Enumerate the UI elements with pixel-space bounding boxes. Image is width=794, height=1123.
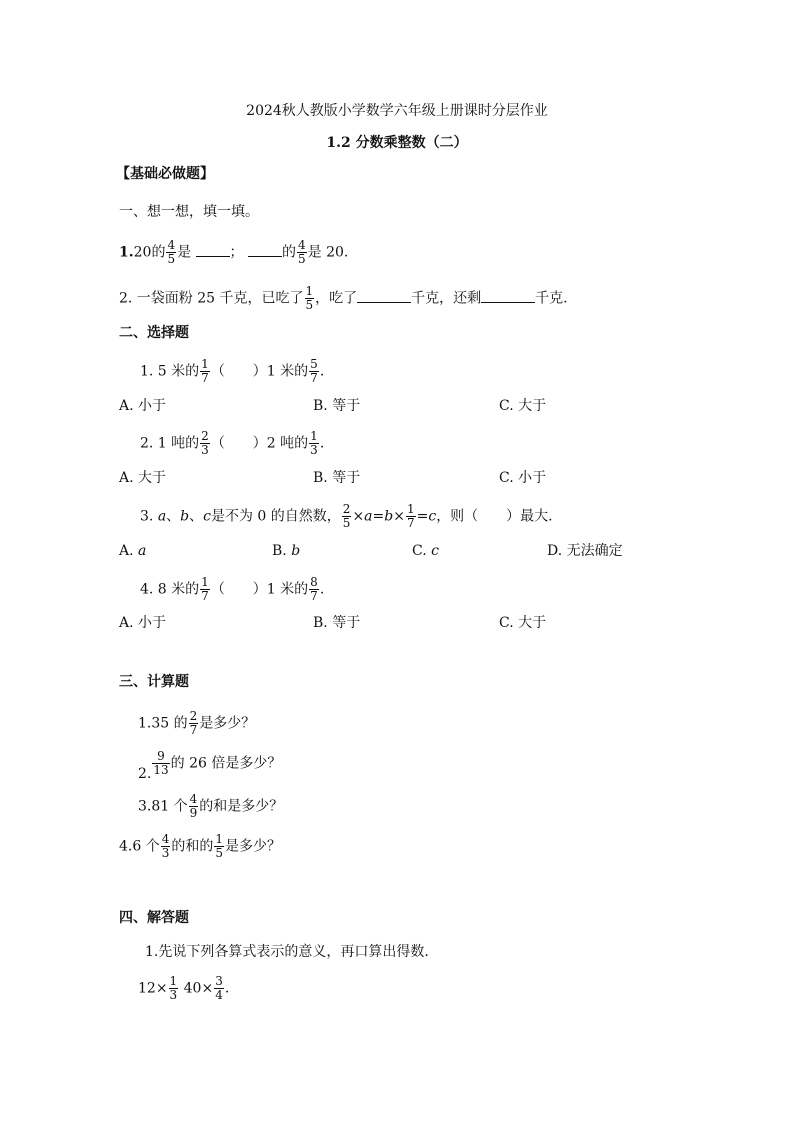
fraction: $\frac{3}{4}$ bbox=[215, 974, 223, 1002]
fraction: $\frac{1}{3}$ bbox=[169, 974, 178, 1002]
fraction: $\frac{4}{9}$ bbox=[189, 792, 198, 820]
option-b[interactable]: B. 等于 bbox=[313, 615, 361, 631]
option-b[interactable]: B. 等于 bbox=[313, 470, 361, 486]
q-number: 1. bbox=[119, 244, 134, 261]
option-c[interactable]: C. 小于 bbox=[499, 470, 547, 486]
s4-question-1: 1.先说下列各算式表示的意义，再口算出得数. bbox=[145, 944, 429, 960]
worksheet-title: 2024秋人教版小学数学六年级上册课时分层作业 bbox=[246, 103, 548, 119]
lesson-subtitle: 1.2 分数乘整数（二） bbox=[326, 135, 468, 151]
option-d[interactable]: D. 无法确定 bbox=[547, 543, 623, 559]
option-b[interactable]: B. b bbox=[272, 543, 301, 559]
fraction: $\frac{1}{7}$ bbox=[406, 502, 415, 530]
option-a[interactable]: A. a bbox=[119, 543, 147, 559]
option-a[interactable]: A. 小于 bbox=[119, 615, 167, 631]
s3-question-1: 1.35 的 $\frac{2}{7}$ 是多少？ bbox=[138, 709, 256, 737]
s2-question-4: 4. 8 米的 $\frac{1}{7}$ （ ）1 米的 $\frac{8}{7}$ . bbox=[140, 575, 325, 603]
option-c[interactable]: C. c bbox=[412, 543, 439, 559]
fraction: $\frac{4}{5}$ bbox=[167, 238, 176, 266]
s2-question-3: 3. a、b、c是不为 0 的自然数， $\frac{2}{5}$ ×a=b× $\frac{1}{7}$ =c，则（ ）最大. bbox=[140, 502, 553, 530]
fraction: $\frac{2}{5}$ bbox=[342, 502, 351, 530]
option-c[interactable]: C. 大于 bbox=[499, 398, 547, 414]
fraction: $\frac{4}{5}$ bbox=[298, 238, 306, 266]
answer-blank[interactable] bbox=[196, 242, 230, 257]
answer-blank[interactable] bbox=[248, 242, 282, 257]
option-b[interactable]: B. 等于 bbox=[313, 398, 361, 414]
s3-question-2: 2. $\frac{9}{13}$ 的 26 倍是多少？ bbox=[138, 749, 282, 782]
fraction: $\frac{1}{5}$ bbox=[215, 832, 223, 860]
fraction: $\frac{2}{7}$ bbox=[189, 709, 198, 737]
option-c[interactable]: C. 大于 bbox=[499, 615, 547, 631]
s2-question-1: 1. 5 米的 $\frac{1}{7}$ （ ）1 米的 $\frac{5}{7}$ . bbox=[140, 357, 325, 385]
fraction: $\frac{1}{7}$ bbox=[201, 575, 209, 603]
fraction: $\frac{5}{7}$ bbox=[310, 357, 318, 385]
section2-heading: 二、选择题 bbox=[119, 325, 189, 341]
section-tag: 【基础必做题】 bbox=[116, 166, 214, 182]
s4-expressions: 12× $\frac{1}{3}$ 40× $\frac{3}{4}$ . bbox=[138, 974, 230, 1002]
section3-heading: 三、计算题 bbox=[119, 674, 189, 690]
fraction: $\frac{8}{7}$ bbox=[310, 575, 318, 603]
s1-question-1: 1.20的 $\frac{4}{5}$ 是 ； 的 $\frac{4}{5}$ 是 20. bbox=[119, 238, 349, 266]
fraction: $\frac{9}{13}$ bbox=[153, 749, 169, 777]
answer-blank[interactable] bbox=[481, 288, 535, 303]
fraction: $\frac{4}{3}$ bbox=[161, 832, 170, 860]
fraction: $\frac{1}{7}$ bbox=[201, 357, 209, 385]
section4-heading: 四、解答题 bbox=[119, 910, 189, 926]
s1-question-2: 2. 一袋面粉 25 千克，已吃了 $\frac{1}{5}$ ，吃了 千克，还剩 千克. bbox=[119, 284, 568, 312]
fraction: $\frac{1}{5}$ bbox=[305, 284, 314, 312]
s3-question-4: 4.6 个 $\frac{4}{3}$ 的和的 $\frac{1}{5}$ 是多少？ bbox=[119, 832, 281, 860]
option-a[interactable]: A. 大于 bbox=[119, 470, 167, 486]
option-a[interactable]: A. 小于 bbox=[119, 398, 167, 414]
answer-blank[interactable] bbox=[357, 288, 411, 303]
fraction: $\frac{2}{3}$ bbox=[201, 429, 209, 457]
section1-heading: 一、想一想，填一填。 bbox=[119, 204, 259, 220]
s3-question-3: 3.81 个 $\frac{4}{9}$ 的和是多少？ bbox=[138, 792, 284, 820]
s2-question-2: 2. 1 吨的 $\frac{2}{3}$ （ ）2 吨的 $\frac{1}{3}$ . bbox=[140, 429, 325, 457]
fraction: $\frac{1}{3}$ bbox=[310, 429, 318, 457]
